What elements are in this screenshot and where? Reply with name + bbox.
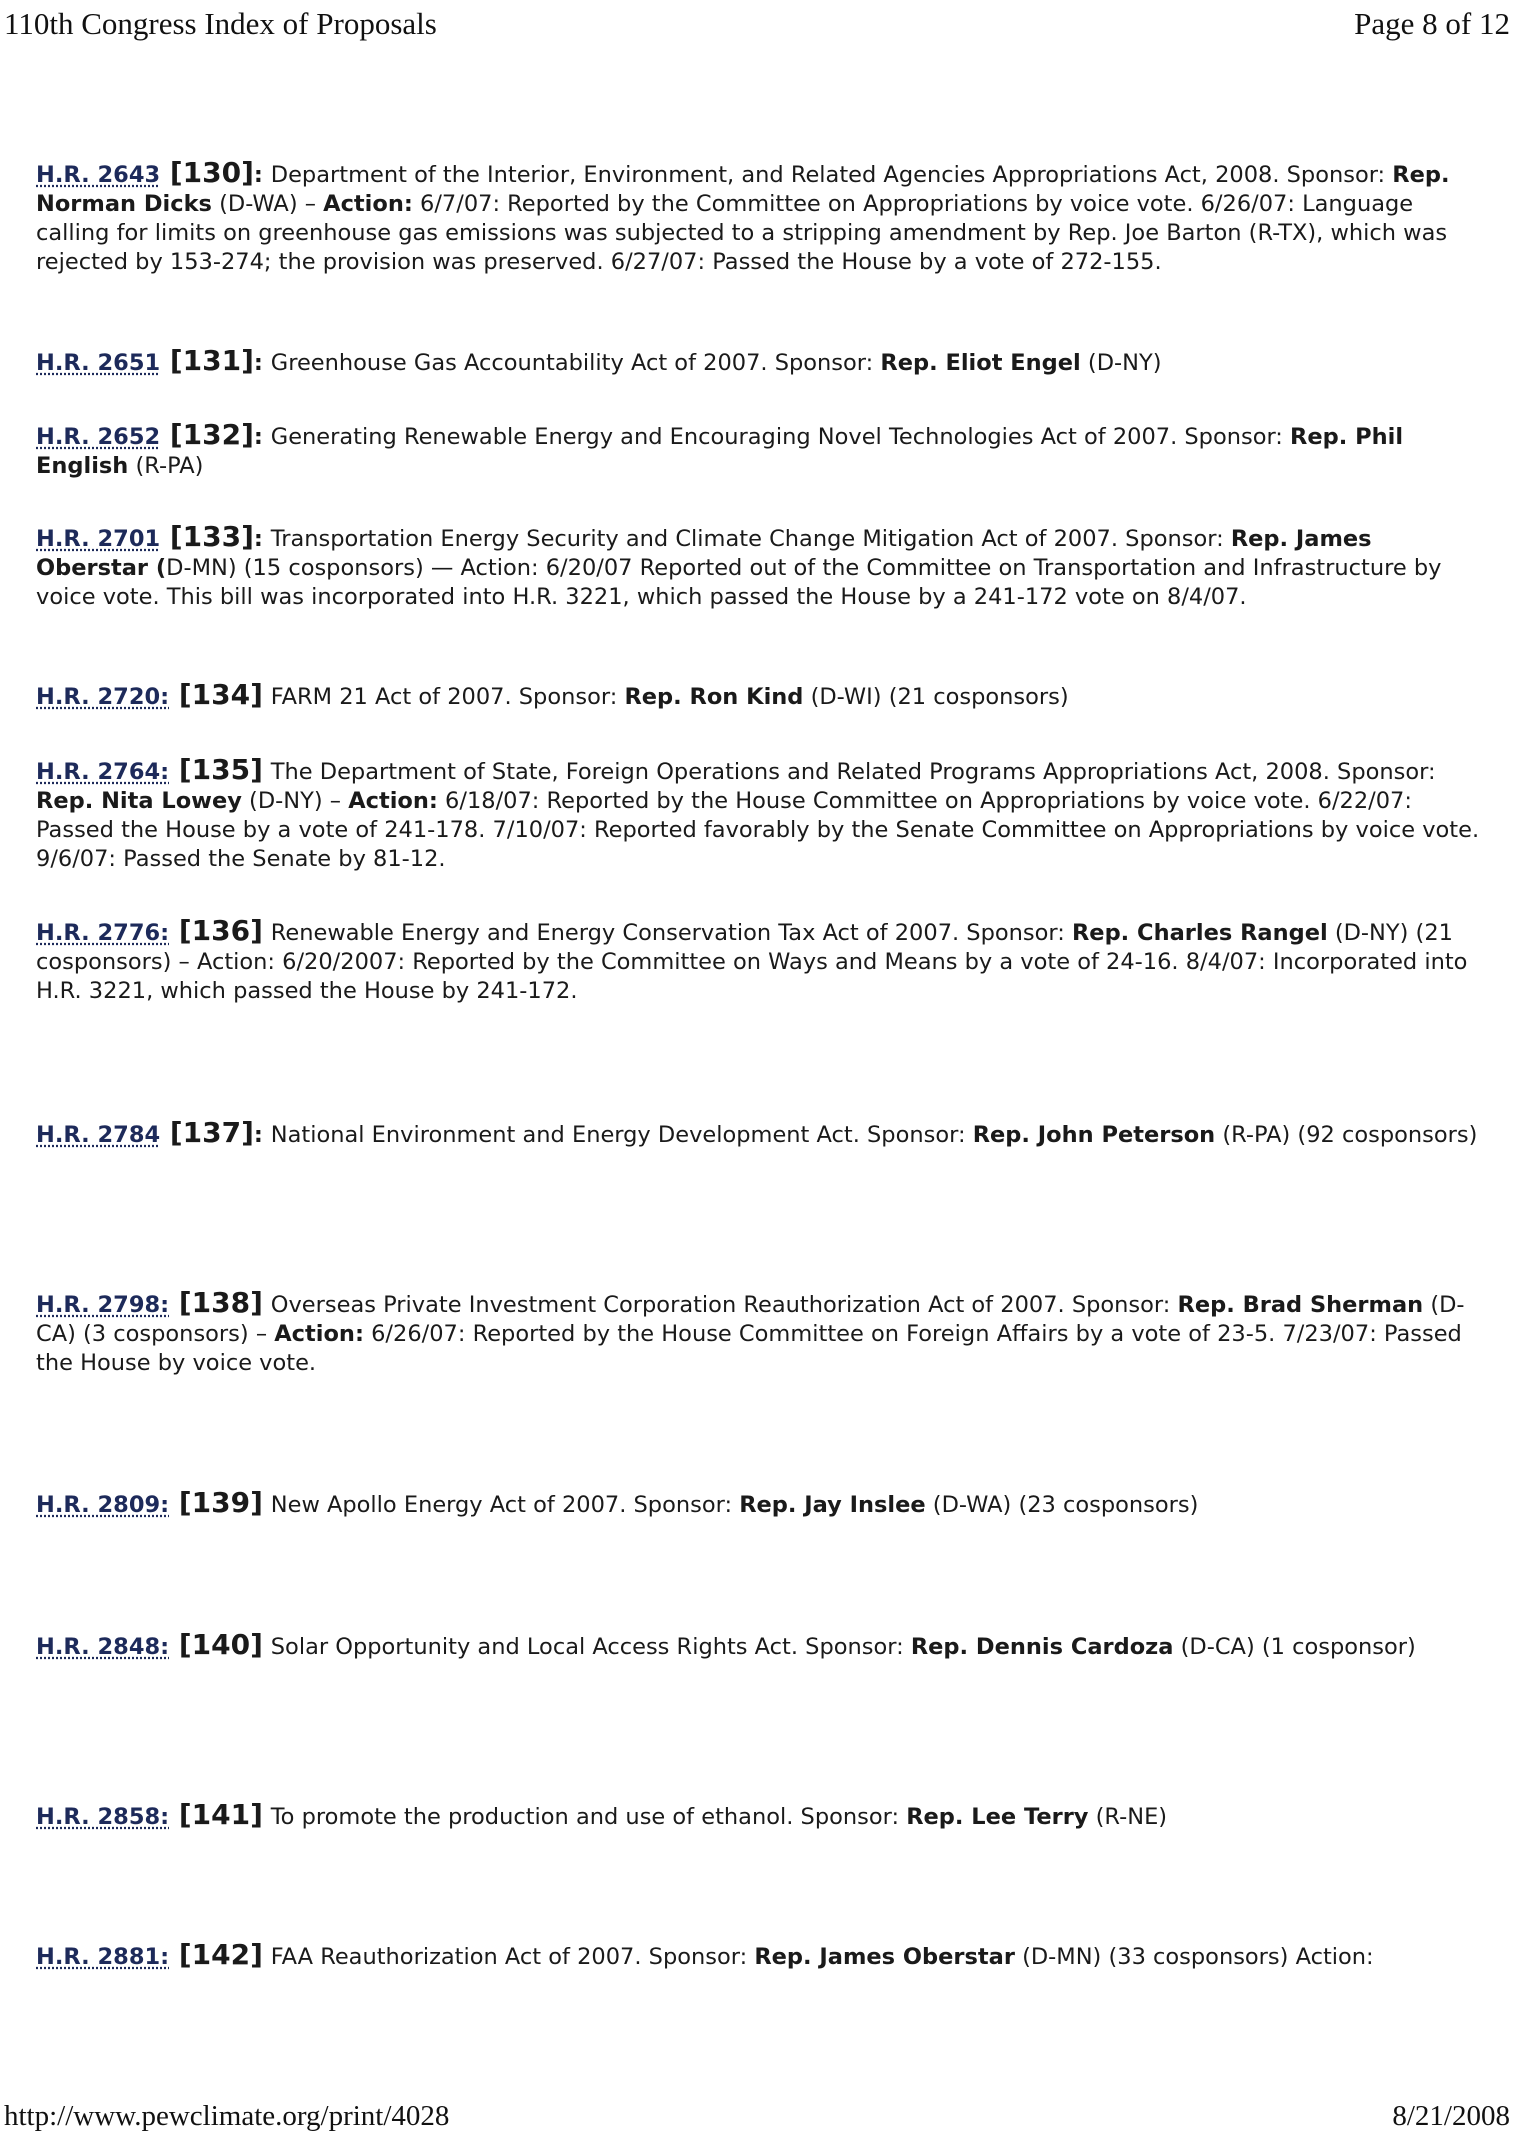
bill-entry-131 <box>36 346 1482 378</box>
bill-entry-135 <box>36 755 1482 874</box>
bill-title: FAA Reauthorization Act of 2007. Sponsor: <box>270 1944 755 1970</box>
sponsor-detail: (R-PA) <box>128 453 204 479</box>
action-label: Action: <box>348 788 438 814</box>
action-detail: 6/26/07: Reported by the House Committee on Foreign Affairs by a vote of 23-5. 7/23/07: Passed the House by voice vote. <box>36 1321 1462 1376</box>
action-label: Action: <box>274 1321 364 1347</box>
separator: : <box>253 162 271 188</box>
page-number: Page 8 of 12 <box>1354 6 1510 41</box>
sponsor-name: Rep. John Peterson <box>972 1122 1216 1148</box>
index-number: [132] <box>160 418 254 451</box>
page-header <box>0 6 1520 50</box>
separator <box>263 759 271 785</box>
bill-title: Greenhouse Gas Accountability Act of 2007. Sponsor: <box>270 350 881 376</box>
sponsor-detail: (D-WA) (23 cosponsors) <box>925 1492 1199 1518</box>
bill-link[interactable]: H.R. 2776: <box>36 920 170 946</box>
separator <box>263 1492 271 1518</box>
bill-link[interactable]: H.R. 2858: <box>36 1804 170 1830</box>
bill-title: The Department of State, Foreign Operations and Related Programs Appropriations Act, 2008. Sponsor: <box>270 759 1436 785</box>
sponsor-detail: (D-CA) (1 cosponsor) <box>1173 1634 1416 1660</box>
bill-title: New Apollo Energy Act of 2007. Sponsor: <box>270 1492 740 1518</box>
separator <box>263 684 271 710</box>
bill-link[interactable]: H.R. 2652 <box>36 424 161 450</box>
sponsor-name: Rep. Eliot Engel <box>880 350 1081 376</box>
sponsor-name: Rep. Brad Sherman <box>1177 1292 1424 1318</box>
bill-entry-142 <box>36 1940 1482 1972</box>
bill-title: To promote the production and use of ethanol. Sponsor: <box>270 1804 907 1830</box>
sponsor-detail: (D-NY) <box>1080 350 1162 376</box>
sponsor-name: Rep. James Oberstar <box>754 1944 1015 1970</box>
bill-link[interactable]: H.R. 2701 <box>36 526 161 552</box>
print-date: 8/21/2008 <box>1392 2100 1510 2132</box>
action-detail: 6/18/07: Reported by the House Committee on Appropriations by voice vote. 6/22/07: Passed the House by a vote of 241-178. 7/10/07: Reported favorably by the Senate Committee on Appropriations by voice vote. 9/6/07: Passed the Senate by 81-12. <box>36 788 1480 872</box>
sponsor-name: Rep. Lee Terry <box>906 1804 1089 1830</box>
bill-link[interactable]: H.R. 2881: <box>36 1944 170 1970</box>
separator <box>263 1804 271 1830</box>
separator: : <box>253 424 271 450</box>
bill-entry-130 <box>36 158 1482 277</box>
bill-title: Transportation Energy Security and Climate Change Mitigation Act of 2007. Sponsor: <box>270 526 1231 552</box>
bill-link[interactable]: H.R. 2798: <box>36 1292 170 1318</box>
page-url: http://www.pewclimate.org/print/4028 <box>4 2100 450 2132</box>
bill-link[interactable]: H.R. 2764: <box>36 759 170 785</box>
bill-title: Solar Opportunity and Local Access Rights Act. Sponsor: <box>270 1634 911 1660</box>
sponsor-detail: (D-WA) – <box>211 191 324 217</box>
action-label: Action: <box>323 191 413 217</box>
bill-entry-136 <box>36 916 1482 1006</box>
separator <box>263 1292 271 1318</box>
bill-link[interactable]: H.R. 2848: <box>36 1634 170 1660</box>
bill-title: National Environment and Energy Development Act. Sponsor: <box>270 1122 973 1148</box>
bill-entry-140 <box>36 1630 1482 1662</box>
page-footer <box>0 2100 1520 2140</box>
bill-link[interactable]: H.R. 2809: <box>36 1492 170 1518</box>
sponsor-name: Rep. Charles Rangel <box>1071 920 1328 946</box>
index-number: [134] <box>169 678 263 711</box>
index-number: [130] <box>160 156 254 189</box>
bill-title: Department of the Interior, Environment, and Related Agencies Appropriations Act, 2008. Sponsor: <box>270 162 1393 188</box>
bill-entry-137 <box>36 1118 1482 1150</box>
bill-title: Renewable Energy and Energy Conservation Tax Act of 2007. Sponsor: <box>270 920 1072 946</box>
index-number: [136] <box>169 914 263 947</box>
bill-entry-141 <box>36 1800 1482 1832</box>
index-number: [142] <box>169 1938 263 1971</box>
bill-link[interactable]: H.R. 2643 <box>36 162 161 188</box>
sponsor-name: Rep. Phil English <box>36 424 1404 479</box>
bill-title: Generating Renewable Energy and Encouraging Novel Technologies Act of 2007. Sponsor: <box>270 424 1291 450</box>
bill-entry-134 <box>36 680 1482 712</box>
bill-title: FARM 21 Act of 2007. Sponsor: <box>270 684 625 710</box>
separator: : <box>253 350 271 376</box>
sponsor-detail: (D-NY) – <box>241 788 349 814</box>
sponsor-detail: D-MN) (15 cosponsors) — Action: 6/20/07 Reported out of the Committee on Transportation and Infrastructure by voice vote. This bill was incorporated into H.R. 3221, which passed the House by a 241-172 vote on 8/4/07. <box>36 555 1442 610</box>
bill-link[interactable]: H.R. 2720: <box>36 684 170 710</box>
bill-link[interactable]: H.R. 2651 <box>36 350 161 376</box>
index-number: [139] <box>169 1486 263 1519</box>
index-number: [141] <box>169 1798 263 1831</box>
action-detail: 6/7/07: Reported by the Committee on Appropriations by voice vote. 6/26/07: Language calling for limits on greenhouse gas emissions was subjected to a stripping amendment by Rep. Joe Barton (R-TX), which was rejected by 153-274; the provision was preserved. 6/27/07: Passed the House by a vote of 272-155. <box>36 191 1448 275</box>
index-number: [131] <box>160 344 254 377</box>
index-number: [133] <box>160 520 254 553</box>
index-number: [138] <box>169 1286 263 1319</box>
bill-link[interactable]: H.R. 2784 <box>36 1122 161 1148</box>
sponsor-detail: (D-MN) (33 cosponsors) Action: <box>1014 1944 1374 1970</box>
sponsor-name: Rep. Dennis Cardoza <box>910 1634 1174 1660</box>
sponsor-name: Rep. Jay Inslee <box>739 1492 926 1518</box>
bill-entry-138 <box>36 1288 1482 1378</box>
sponsor-detail: (D-NY) (21 cosponsors) – Action: 6/20/2007: Reported by the Committee on Ways and Means by a vote of 24-16. 8/4/07: Incorporated into H.R. 3221, which passed the House by 241-172. <box>36 920 1468 1004</box>
sponsor-detail: (D-CA) (3 cosponsors) – <box>36 1292 1465 1347</box>
separator: : <box>253 526 271 552</box>
sponsor-name: Rep. James Oberstar ( <box>36 526 1372 581</box>
index-number: [135] <box>169 753 263 786</box>
bill-entry-132 <box>36 420 1482 481</box>
sponsor-detail: (D-WI) (21 cosponsors) <box>803 684 1069 710</box>
bill-title: Overseas Private Investment Corporation Reauthorization Act of 2007. Sponsor: <box>270 1292 1178 1318</box>
separator <box>263 1634 271 1660</box>
sponsor-detail: (R-NE) <box>1088 1804 1168 1830</box>
sponsor-detail: (R-PA) (92 cosponsors) <box>1215 1122 1478 1148</box>
bill-entry-139 <box>36 1488 1482 1520</box>
index-number: [137] <box>160 1116 254 1149</box>
page-title: 110th Congress Index of Proposals <box>4 6 437 41</box>
sponsor-name: Rep. Norman Dicks <box>36 162 1450 217</box>
separator <box>263 920 271 946</box>
bill-entry-133 <box>36 522 1482 612</box>
sponsor-name: Rep. Nita Lowey <box>36 788 242 814</box>
sponsor-name: Rep. Ron Kind <box>624 684 804 710</box>
separator: : <box>253 1122 271 1148</box>
index-number: [140] <box>169 1628 263 1661</box>
separator <box>263 1944 271 1970</box>
